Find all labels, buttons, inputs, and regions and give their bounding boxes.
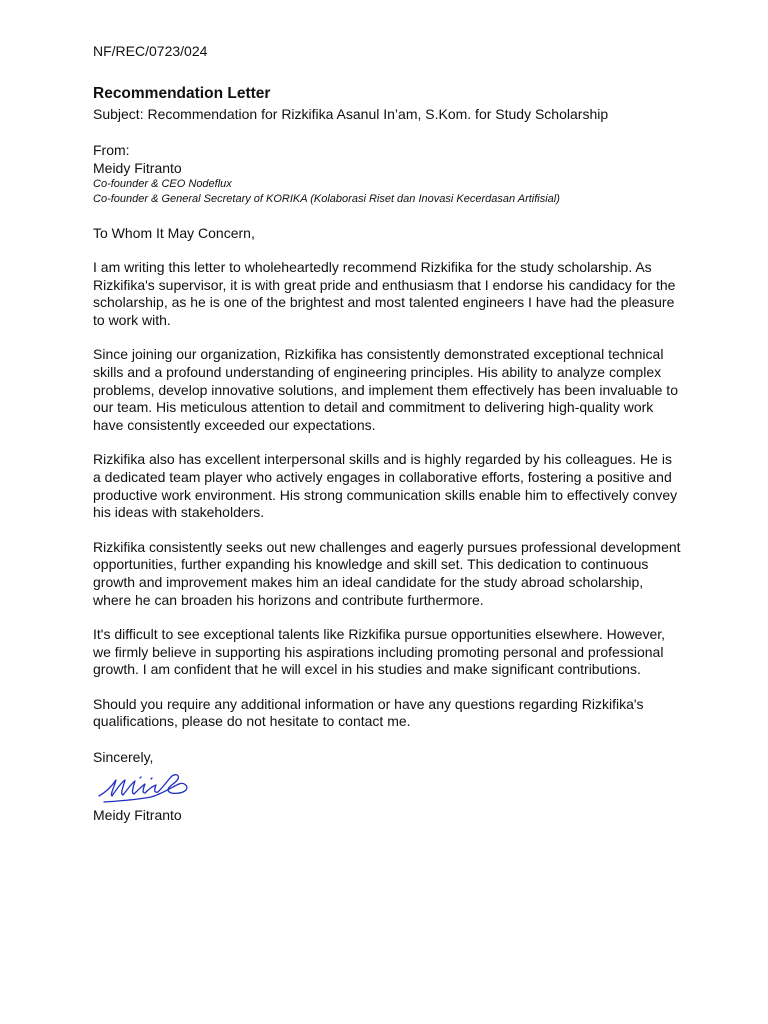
signature-image: [96, 768, 196, 806]
sender-name: Meidy Fitranto: [93, 160, 182, 176]
reference-number: NF/REC/0723/024: [93, 43, 208, 59]
letter-subject: Subject: Recommendation for Rizkifika Asanul In’am, S.Kom. for Study Scholarship: [93, 106, 609, 122]
letter-page: [93, 42, 683, 824]
from-label: From:: [93, 142, 130, 158]
sender-role-2: Co-founder & General Secretary of KORIKA (Kolaborasi Riset dan Inovasi Kecerdasan Artifisial): [93, 193, 560, 205]
body-paragraph-5: It's difficult to see exceptional talents like Rizkifika pursue opportunities elsewhere. However, we firmly believe in supporting his aspirations including promoting personal and professional growth. I am confident that he will excel in his studies and make significant contributions.: [93, 626, 666, 678]
body-paragraph-4: Rizkifika consistently seeks out new challenges and eagerly pursues professional development opportunities, further expanding his knowledge and skill set. This dedication to continuous growth and improvement makes him an ideal candidate for the study abroad scholarship, where he can broaden his horizons and contribute furthermore.: [93, 538, 681, 608]
sender-block: [93, 141, 683, 207]
body-paragraph-2: Since joining our organization, Rizkifika has consistently demonstrated exceptional technical skills and a profound understanding of engineering principles. His ability to analyze complex problems, develop innovative solutions, and implement them effectively has been invaluable to our team. His meticulous attention to detail and commitment to delivering high-quality work have consistently exceeded our expectations.: [93, 346, 678, 433]
body-paragraph-1: I am writing this letter to wholeheartedly recommend Rizkifika for the study scholarship. As Rizkifika's supervisor, it is with great pride and enthusiasm that I endorse his candidacy for the scholarship, as he is one of the brightest and most talented engineers I have had the pleasure to work with.: [93, 259, 676, 328]
signer-name: Meidy Fitranto: [93, 807, 182, 824]
closing: Sincerely,: [93, 749, 154, 766]
salutation: To Whom It May Concern,: [93, 225, 255, 241]
sender-role-1: Co-founder & CEO Nodeflux: [93, 178, 232, 190]
body-paragraph-3: Rizkifika also has excellent interpersonal skills and is highly regarded by his colleagues. He is a dedicated team player who actively engages in collaborative efforts, fostering a positive and productive work environment. His strong communication skills enable him to effectively convey his ideas with stakeholders.: [93, 451, 678, 521]
letter-title: Recommendation Letter: [93, 85, 271, 102]
body-paragraph-6: Should you require any additional information or have any questions regarding Rizkifika's qualifications, please do not hesitate to contact me.: [93, 695, 644, 730]
